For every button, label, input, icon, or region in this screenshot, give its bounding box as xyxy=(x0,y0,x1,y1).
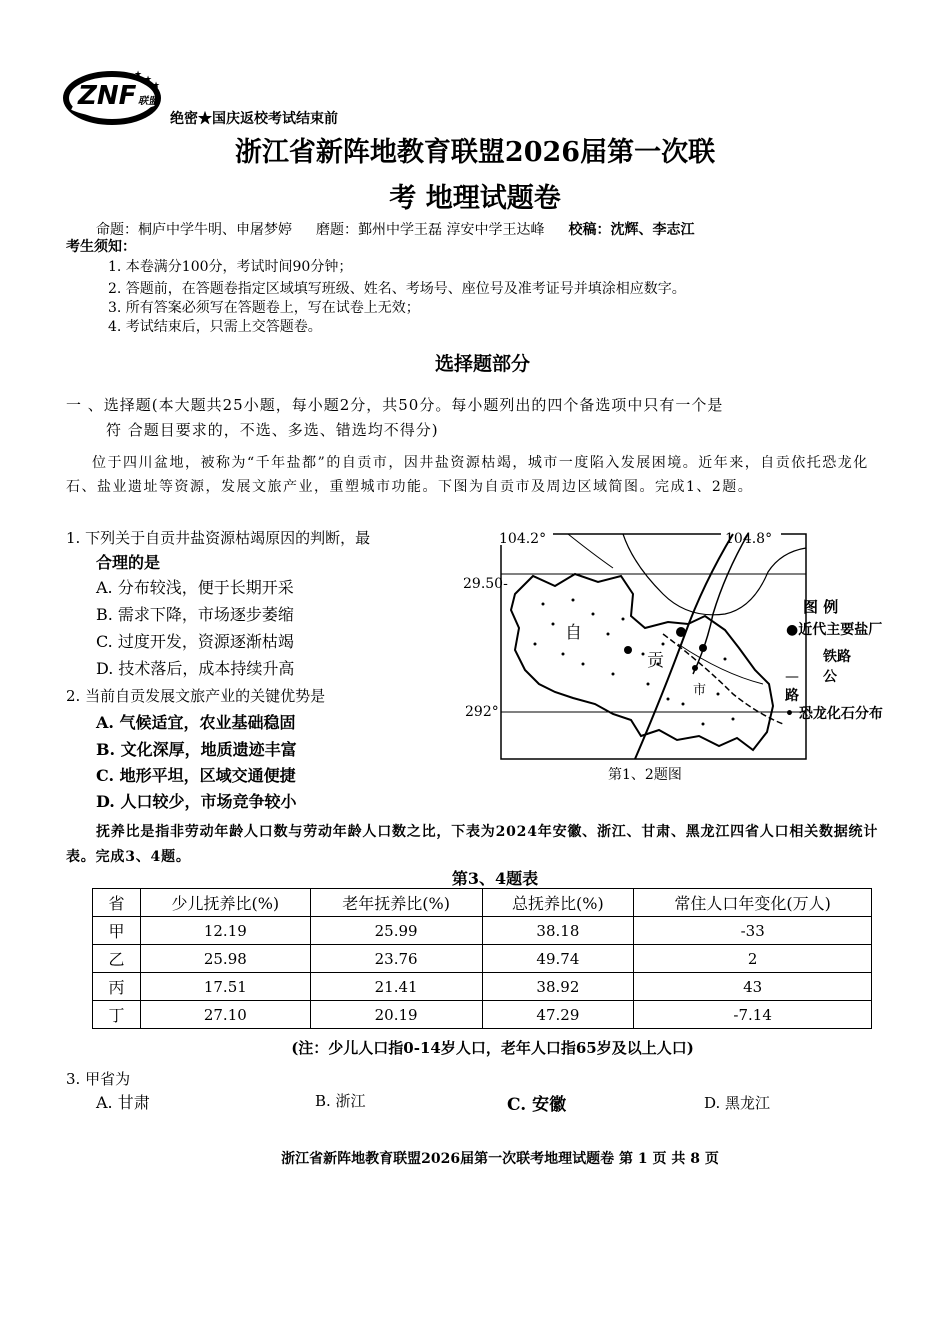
exam-title-line2: 考 地理试题卷 xyxy=(389,183,561,214)
q2-option-b: B. 文化深厚，地质遗迹丰富 xyxy=(96,740,297,759)
q2-option-d: D. 人口较少，市场竞争较小 xyxy=(96,792,297,811)
table-cell: 2 xyxy=(634,945,872,973)
table-cell: -7.14 xyxy=(634,1001,872,1029)
table-row xyxy=(93,973,872,1001)
q3-option-d: D. 黑龙江 xyxy=(704,1094,771,1112)
table-cell: -33 xyxy=(634,917,872,945)
legend-railway: 铁路 xyxy=(823,649,851,665)
q1-option-a: A. 分布较浅，便于长期开采 xyxy=(96,578,294,597)
salt-plant-marker xyxy=(676,627,686,637)
legend-fossil: • 恐龙化石分布 xyxy=(785,706,883,722)
header-cell: 老年抚养比(%) xyxy=(310,889,482,917)
polish-credit: 磨题：鄞州中学王磊 淳安中学王达峰 xyxy=(316,222,545,238)
table-cell: 丁 xyxy=(93,1001,141,1029)
map-city-char: 自 xyxy=(565,623,582,643)
map-caption: 第1、2题图 xyxy=(608,767,682,783)
legend-salt: ●近代主要盐厂 xyxy=(786,622,883,638)
notice-heading: 考生须知： xyxy=(66,239,136,255)
page-footer: 浙江省新阵地教育联盟2026届第一次联考地理试题卷 第 1 页 共 8 页 xyxy=(281,1151,719,1167)
q1-option-c: C. 过度开发，资源逐渐枯竭 xyxy=(96,632,294,651)
secret-label: 绝密★国庆返校考试结束前 xyxy=(170,111,338,127)
svg-text:★: ★ xyxy=(144,75,153,85)
table-row xyxy=(93,945,872,973)
proposition-credit: 命题：桐庐中学牛明、申屠梦婷 xyxy=(96,222,292,238)
lon-left-label: 104.2° xyxy=(499,531,547,547)
q2-option-c: C. 地形平坦，区域交通便捷 xyxy=(96,766,296,785)
population-table xyxy=(92,888,872,1029)
table-cell: 25.98 xyxy=(140,945,310,973)
table-cell: 丙 xyxy=(93,973,141,1001)
lon-right-label: 104.8° xyxy=(725,531,773,547)
table-cell: 43 xyxy=(634,973,872,1001)
river-2 xyxy=(568,534,613,568)
table-header-row xyxy=(93,889,872,917)
map-frame xyxy=(501,534,806,759)
lat-top-label: 29.50- xyxy=(463,576,508,592)
city-boundary xyxy=(511,574,773,750)
table-cell: 25.99 xyxy=(310,917,482,945)
legend-road-cont: 路 xyxy=(785,688,799,704)
table-cell: 23.76 xyxy=(310,945,482,973)
railway xyxy=(635,534,733,759)
table-cell: 49.74 xyxy=(482,945,634,973)
q3-option-b: B. 浙江 xyxy=(315,1092,366,1110)
salt-plant-marker xyxy=(624,646,632,654)
authors-line xyxy=(96,219,694,239)
table-cell: 21.41 xyxy=(310,973,482,1001)
header-cell: 少儿抚养比(%) xyxy=(140,889,310,917)
q2-stem: 2. 当前自贡发展文旅产业的关键优势是 xyxy=(66,687,326,705)
table-cell: 12.19 xyxy=(140,917,310,945)
q2-option-a: A. 气候适宜，农业基础稳固 xyxy=(96,713,296,732)
notice-item: 3. 所有答案必须写在答题卷上，写在试卷上无效； xyxy=(108,300,420,316)
q3-stem: 3. 甲省为 xyxy=(66,1070,131,1088)
alliance-logo xyxy=(62,64,177,126)
table-cell: 47.29 xyxy=(482,1001,634,1029)
header-cell: 总抚养比(%) xyxy=(482,889,634,917)
table-cell: 乙 xyxy=(93,945,141,973)
map-city-char: 贡 xyxy=(647,651,664,671)
table-cell: 38.92 xyxy=(482,973,634,1001)
proofread-credit: 校稿：沈辉、李志江 xyxy=(568,222,695,238)
legend-title: 图 例 xyxy=(803,598,839,616)
salt-plant-marker xyxy=(692,665,698,671)
notice-item: 1. 本卷满分100分，考试时间90分钟； xyxy=(108,259,353,275)
q1-stem-cont: 合理的是 xyxy=(96,553,161,572)
legend-road-dash: — xyxy=(785,669,799,685)
svg-text:★: ★ xyxy=(152,81,161,91)
notice-item: 4. 考试结束后，只需上交答题卷。 xyxy=(108,319,322,335)
zigong-map xyxy=(463,524,903,786)
table-cell: 20.19 xyxy=(310,1001,482,1029)
map-city-char: 市 xyxy=(693,683,707,698)
table-cell: 17.51 xyxy=(140,973,310,1001)
svg-text:联盟: 联盟 xyxy=(138,96,158,107)
salt-plant-marker xyxy=(699,644,707,652)
table-note: (注：少儿人口指0-14岁人口，老年人口指65岁及以上人口) xyxy=(291,1039,694,1057)
svg-text:ZNF: ZNF xyxy=(78,81,137,111)
legend-road: 公 xyxy=(823,669,837,685)
q3-option-a: A. 甘肃 xyxy=(96,1093,150,1112)
notice-item: 2. 答题前，在答题卷指定区域填写班级、姓名、考场号、座位号及准考证号并填涂相应数字。 xyxy=(108,281,686,297)
q3-option-c: C. 安徽 xyxy=(507,1095,567,1115)
part1-intro-line2: 符 合题目要求的，不选、多选、错选均不得分) xyxy=(106,421,439,439)
header-cell: 常住人口年变化(万人) xyxy=(634,889,872,917)
exam-title-line1: 浙江省新阵地教育联盟2026届第一次联 xyxy=(234,137,716,168)
table-row xyxy=(93,917,872,945)
q1-option-d: D. 技术落后，成本持续升高 xyxy=(96,659,295,678)
svg-text:★: ★ xyxy=(134,70,143,80)
q1-option-b: B. 需求下降，市场逐步萎缩 xyxy=(96,605,294,624)
lat-bottom-label: 292° xyxy=(465,704,499,720)
part1-intro-line1: 一 、选择题(本大题共25小题，每小题2分，共50分。每小题列出的四个备选项中只有一个是 xyxy=(66,396,724,414)
table-title: 第3、4题表 xyxy=(451,869,539,888)
passage-zigong: 位于四川盆地，被称为“千年盐都”的自贡市，因井盐资源枯竭，城市一度陷入发展困境。近年来，自贡依托恐龙化石、盐业遗址等资源，发展文旅产业，重塑城市功能。下图为自贡市及周边区域简图。完成1、2题。 xyxy=(66,455,869,495)
table-cell: 38.18 xyxy=(482,917,634,945)
q1-stem: 1. 下列关于自贡井盐资源枯竭原因的判断，最 xyxy=(66,529,371,547)
table-cell: 甲 xyxy=(93,917,141,945)
table-cell: 27.10 xyxy=(140,1001,310,1029)
header-cell: 省 xyxy=(93,889,141,917)
passage-dependency-ratio: 抚养比是指非劳动年龄人口数与劳动年龄人口数之比，下表为2024年安徽、浙江、甘肃、黑龙江四省人口相关数据统计表。完成3、4题。 xyxy=(66,824,879,865)
section-title: 选择题部分 xyxy=(434,353,530,375)
table-row xyxy=(93,1001,872,1029)
